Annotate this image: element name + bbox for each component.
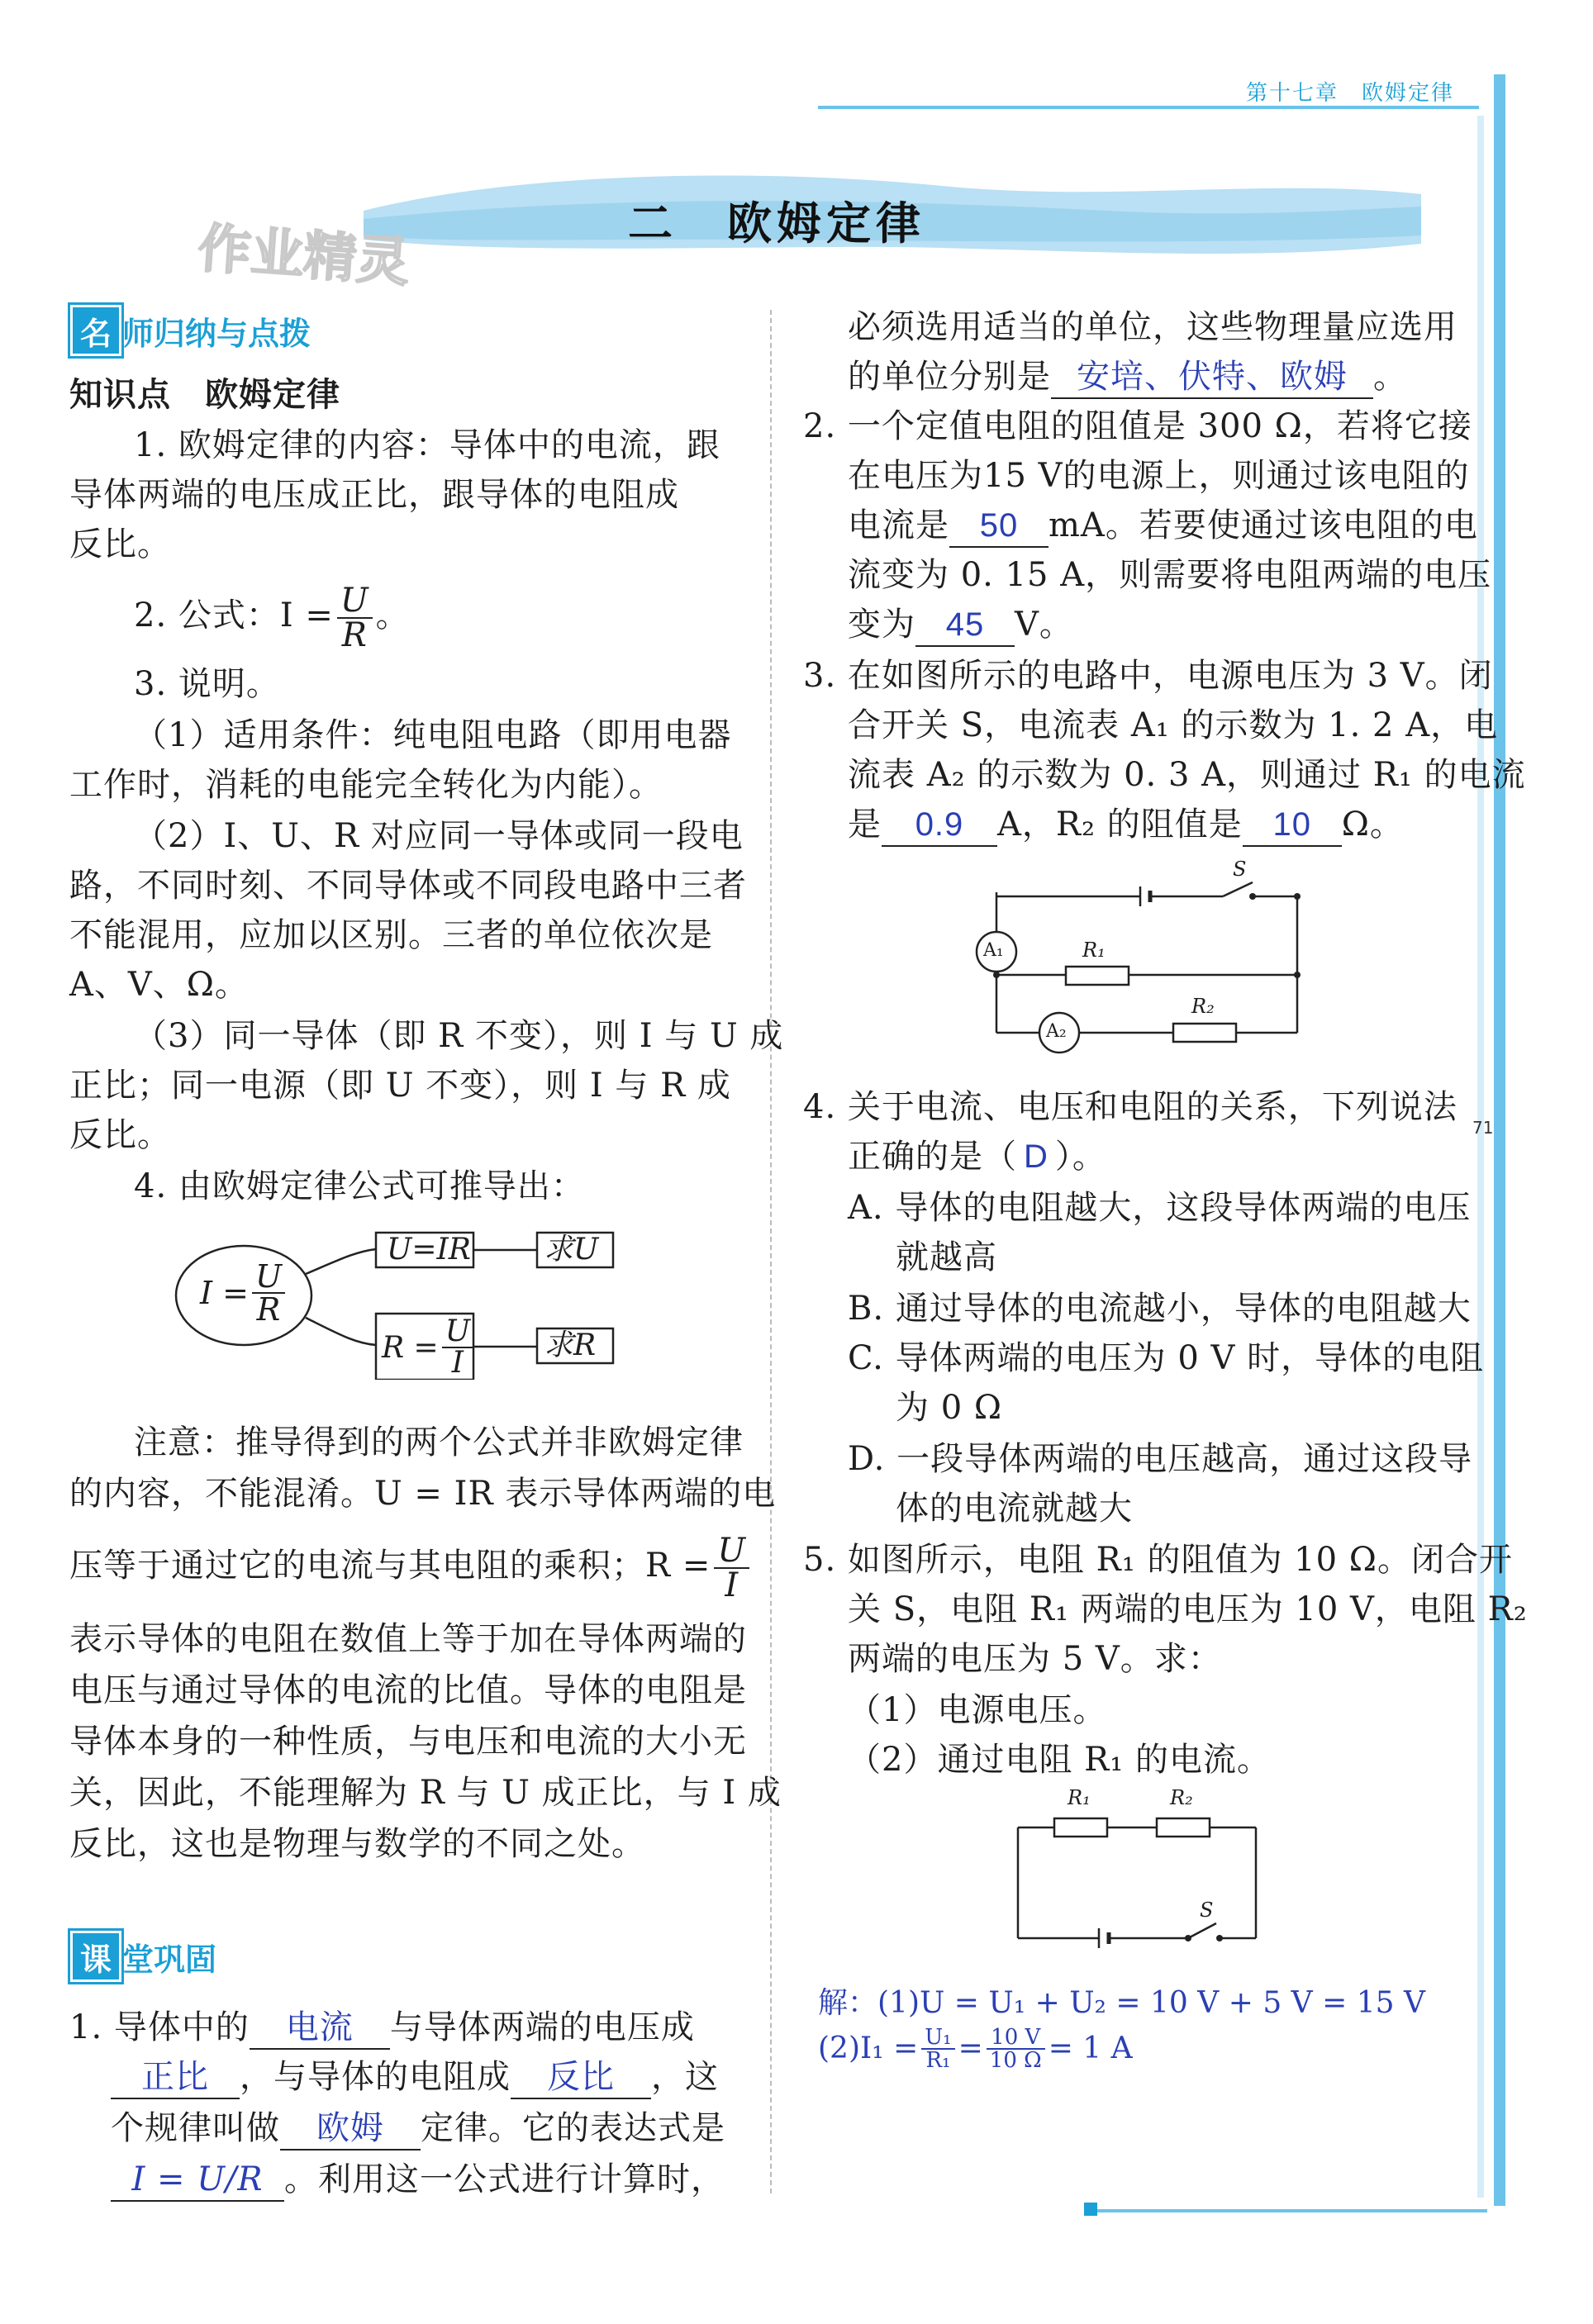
q5-line4: （1）电源电压。 [848,1691,1107,1729]
bottom-square [1084,2203,1097,2216]
q3-switch-label: S [1233,858,1247,881]
q4-option-d-line1: D. 一段导体两端的电压越高，通过这段导 [848,1440,1473,1478]
q3-ammeter-a2: A₂ [1046,1021,1067,1042]
q1-line5: 必须选用适当的单位，这些物理量应选用 [848,308,1457,346]
note-line1: 注意：推导得到的两个公式并非欧姆定律 [134,1423,744,1461]
p4: 4. 由欧姆定律公式可推导出： [134,1167,585,1205]
q3-line3: 流表 A₂ 的示数为 0. 3 A，则通过 R₁ 的电流 [848,756,1526,794]
p3-2-line3: 不能混用，应加以区别。三者的单位依次是 [69,916,713,954]
note-line2: 的内容，不能混淆。U = IR 表示导体两端的电 [69,1475,777,1513]
p1-line3: 反比。 [69,525,171,563]
q2-line4: 流变为 0. 15 A，则需要将电阻两端的电压 [848,556,1492,594]
q5-circuit [1008,1785,1272,1950]
note-rest-3: 导体本身的一种性质，与电压和电流的大小无 [69,1723,747,1761]
note-rest-5: 反比，这也是物理与数学的不同之处。 [69,1825,645,1863]
page-number: 71 [1472,1118,1494,1138]
diagram-box-find-r: 求R [544,1328,597,1362]
q4-option-d-line2: 体的电流就越大 [896,1490,1133,1528]
p3-3-line1: （3）同一导体（即 R 不变），则 I 与 U 成 [134,1017,784,1055]
q4-option-a-line2: 就越高 [896,1238,997,1276]
q2-line5: 变为 45 V。 [848,600,1073,649]
p1-line1: 1. 欧姆定律的内容：导体中的电流，跟 [134,426,720,464]
q1-line4: I = U/R 。利用这一公式进行计算时， [111,2155,725,2204]
p3-2-line2: 路，不同时刻、不同导体或不同段电路中三者 [69,867,747,905]
q3-line4: 是 0.9 A，R₂ 的阻值是 10 Ω。 [848,800,1404,849]
watermark: 作业精灵 [196,218,411,294]
q3-resistor-r1: R₁ [1082,939,1106,962]
q2-line2: 在电压为15 V的电源上，则通过该电阻的 [848,457,1470,495]
section-tag-classroom: 课 堂巩固 [73,1933,216,1979]
p3-1-line1: （1）适用条件：纯电阻电路（即用电器 [134,716,732,754]
q1-line3: 个规律叫做 欧姆 定律。它的表达式是 [111,2103,725,2153]
q1-line6: 的单位分别是 安培、伏特、欧姆 。 [848,352,1407,402]
q5-resistor-r1: R₁ [1068,1786,1091,1809]
section-tag-teacher: 名 师归纳与点拨 [73,307,311,354]
note-rest-2: 电压与通过导体的电流的比值。导体的电阻是 [69,1671,747,1709]
derivation-diagram [174,1223,669,1380]
p3-3-line3: 反比。 [69,1116,171,1154]
q4-option-b: B. 通过导体的电流越小，导体的电阻越大 [848,1290,1472,1328]
q2-line1: 2. 一个定值电阻的阻值是 300 Ω，若将它接 [803,407,1472,445]
header-chapter: 第十七章 欧姆定律 [1246,81,1455,106]
p3-1-line2: 工作时，消耗的电能完全转化为内能）。 [69,766,663,804]
q3-resistor-r2: R₂ [1191,995,1215,1018]
q5-line3: 两端的电压为 5 V。求： [848,1640,1222,1678]
bottom-rule [1091,2209,1487,2212]
q5-solution-1: 解：(1)U = U₁ + U₂ = 10 V + 5 V = 15 V [818,1986,1425,2020]
p3-2-line4: A、V、Ω。 [69,966,249,1004]
p3-3-line2: 正比；同一电源（即 U 不变），则 I 与 R 成 [69,1067,731,1105]
q5-switch-label: S [1200,1899,1214,1922]
q3-ammeter-a1: A₁ [983,940,1004,961]
q1-line1: 1. 导体中的 电流 与导体两端的电压成 [69,2003,695,2052]
q4-line1: 4. 关于电流、电压和电阻的关系，下列说法 [803,1088,1457,1126]
p1-line2: 导体两端的电压成正比，跟导体的电阻成 [69,476,679,514]
column-divider [770,310,772,2193]
q4-line2: 正确的是（ D ）。 [848,1138,1106,1176]
q5-resistor-r2: R₂ [1170,1786,1193,1809]
q5-line1: 5. 如图所示，电阻 R₁ 的阻值为 10 Ω。闭合开 [803,1541,1513,1579]
note-rest-4: 关，因此，不能理解为 R 与 U 成正比，与 I 成 [69,1774,782,1812]
q3-circuit [967,859,1314,1066]
q4-option-c-line1: C. 导体两端的电压为 0 V 时，导体的电阻 [848,1339,1485,1377]
note-rest-1: 表示导体的电阻在数值上等于加在导体两端的 [69,1620,747,1658]
q5-line5: （2）通过电阻 R₁ 的电流。 [848,1741,1272,1779]
formula-line: 2. 公式：I = $\frac{U}{R}$ 。 [134,582,410,654]
page-title: 二 欧姆定律 [628,197,925,250]
q1-line2: 正比 ，与导体的电阻成 反比 ，这 [111,2052,719,2102]
q3-line1: 3. 在如图所示的电路中，电源电压为 3 V。闭 [803,657,1493,695]
knowledge-heading: 知识点 欧姆定律 [69,376,340,414]
right-margin-bar-light [1477,116,1484,2198]
q4-option-a-line1: A. 导体的电阻越大，这段导体两端的电压 [848,1189,1472,1227]
q2-line3: 电流是 50 mA。若要使通过该电阻的电 [848,501,1478,550]
q4-option-c-line2: 为 0 Ω [896,1389,1003,1427]
q3-line2: 合开关 S，电流表 A₁ 的示数为 1. 2 A，电 [848,706,1499,744]
diagram-box-u-ir: U=IR [387,1233,471,1267]
diagram-box-find-u: 求U [544,1233,599,1267]
diagram-center: I = $\frac{U}{R}$ [200,1261,288,1325]
q5-line2: 关 S，电阻 R₁ 两端的电压为 10 V，电阻 R₂ [848,1590,1528,1628]
q5-solution-2: (2)I₁ = $\frac{\text{U₁}}{\text{R₁}}$ = $\frac{10 V}{10 \Omega}$ = 1 A [818,2025,1133,2073]
note-line3: 压等于通过它的电流与其电阻的乘积；R = $\frac{U}{I}$ [69,1528,753,1603]
diagram-box-r-ui: R = $\frac{U}{I}$ [382,1317,477,1378]
p3-2-line1: （2）I、U、R 对应同一导体或同一段电 [134,817,744,855]
right-margin-bar [1494,74,1505,2206]
p3: 3. 说明。 [134,665,280,703]
